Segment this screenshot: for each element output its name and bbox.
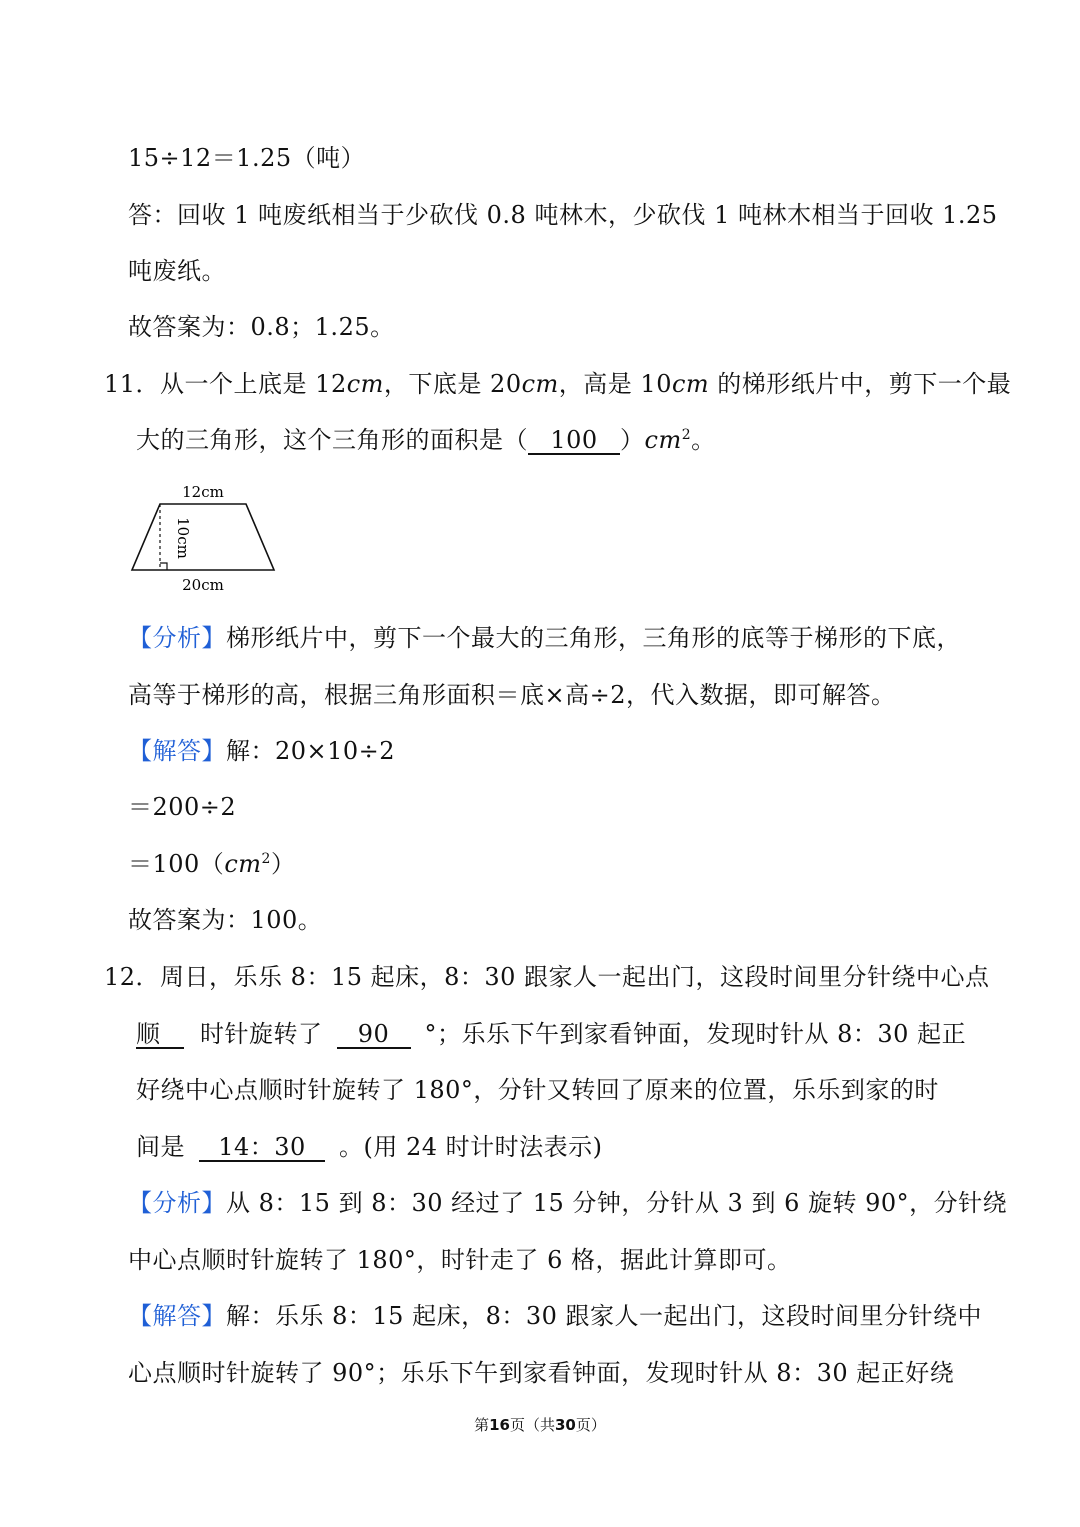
- q12-solution-line-2: 心点顺时针旋转了 90°；乐乐下午到家看钟面，发现时针从 8：30 起正好绕: [128, 1359, 955, 1387]
- q12-stem-line-1: [104, 962, 990, 992]
- footer-page-number: 16: [489, 1416, 510, 1434]
- trapezoid-figure: [128, 478, 278, 598]
- q11-analysis-line-2: 高等于梯形的高，根据三角形面积＝底×高÷2，代入数据，即可解答。: [128, 681, 896, 709]
- prev-final-answer: 故答案为：0.8；1.25。: [128, 313, 395, 341]
- q12-text: °；乐乐下午到家看钟面，发现时针从 8：30 起正: [424, 1020, 967, 1048]
- unit-cm: cm: [521, 370, 559, 398]
- footer-text: 页）: [575, 1416, 606, 1434]
- q12-analysis-line-1: [128, 1188, 1007, 1218]
- solution-tag: 【解答】: [128, 1302, 226, 1330]
- analysis-tag: 【分析】: [128, 624, 226, 652]
- solution-text: ）: [270, 850, 296, 878]
- q11-text: ，下底是 20: [383, 370, 522, 398]
- q11-solution-line-2: ＝200÷2: [128, 793, 237, 821]
- q11-stem-line-1: [104, 369, 1011, 399]
- prev-answer-line-2: 吨废纸。: [128, 257, 226, 285]
- q12-text: 周日，乐乐 8：15 起床，8：30 跟家人一起出门，这段时间里分针绕中心点: [160, 963, 990, 991]
- solution-tag: 【解答】: [128, 737, 226, 765]
- q11-answer-blank: 100: [528, 427, 620, 455]
- height-label: 10cm: [174, 517, 192, 559]
- q12-number: 12．: [104, 963, 161, 991]
- analysis-tag: 【分析】: [128, 1189, 226, 1217]
- unit-cm: cm: [346, 370, 384, 398]
- q12-stem-line-2: [136, 1019, 966, 1049]
- footer-text: 第: [474, 1416, 490, 1434]
- unit-superscript: 2: [681, 427, 692, 443]
- q11-number: 11．: [104, 370, 161, 398]
- unit-cm: cm: [671, 370, 710, 398]
- q11-solution-line-1: [128, 736, 395, 766]
- q11-text: 大的三角形，这个三角形的面积是（: [136, 426, 528, 454]
- q11-text: 从一个上底是 12: [160, 370, 347, 398]
- footer-text: 页（共: [509, 1416, 555, 1434]
- page-footer: [0, 1414, 1080, 1435]
- q11-analysis-line-1: [128, 623, 961, 653]
- trapezoid-shape: [132, 504, 274, 570]
- q12-stem-line-3: 好绕中心点顺时针旋转了 180°，分针又转回了原来的位置，乐乐到家的时: [136, 1076, 939, 1104]
- q11-text: ，高是 10: [558, 370, 672, 398]
- solution-text: 解：20×10÷2: [226, 737, 396, 765]
- prev-calc-line: 15÷12＝1.25（吨）: [128, 144, 366, 172]
- unit-cm: cm: [224, 850, 262, 878]
- q12-text: 时针旋转了: [200, 1020, 323, 1048]
- unit-superscript: 2: [261, 851, 271, 867]
- prev-answer-line-1: 答：回收 1 吨废纸相当于少砍伐 0.8 吨林木，少砍伐 1 吨林木相当于回收 1.25: [128, 201, 998, 229]
- top-base-label: 12cm: [182, 483, 224, 501]
- solution-text: 解：乐乐 8：15 起床，8：30 跟家人一起出门，这段时间里分针绕中: [226, 1302, 983, 1330]
- q12-stem-line-4: [136, 1132, 603, 1162]
- q11-text: 的梯形纸片中，剪下一个最: [709, 370, 1012, 398]
- bottom-base-label: 20cm: [182, 576, 224, 594]
- q11-text: ）: [620, 426, 645, 454]
- q12-text: 。(用 24 时计时法表示): [339, 1133, 603, 1161]
- q11-stem-line-2: [136, 425, 716, 455]
- right-angle-mark: [160, 563, 167, 570]
- footer-total-pages: 30: [555, 1416, 576, 1434]
- q12-analysis-line-2: 中心点顺时针旋转了 180°，时针走了 6 格，据此计算即可。: [128, 1246, 792, 1274]
- q12-answer-blank-time: 14：30: [199, 1134, 325, 1162]
- q11-text: 。: [691, 426, 716, 454]
- q11-final-answer: 故答案为：100。: [128, 906, 323, 934]
- analysis-text: 从 8：15 到 8：30 经过了 15 分钟，分针从 3 到 6 旋转 90°，分针绕: [226, 1189, 1008, 1217]
- q12-answer-blank-direction: 顺: [136, 1021, 184, 1049]
- unit-cm: cm: [644, 426, 682, 454]
- q11-solution-line-3: [128, 849, 295, 879]
- analysis-text: 梯形纸片中，剪下一个最大的三角形，三角形的底等于梯形的下底，: [226, 624, 961, 652]
- q12-solution-line-1: [128, 1301, 982, 1331]
- q12-answer-blank-degrees: 90: [337, 1021, 411, 1049]
- solution-text: ＝100（: [128, 850, 225, 878]
- q12-text: 间是: [136, 1133, 185, 1161]
